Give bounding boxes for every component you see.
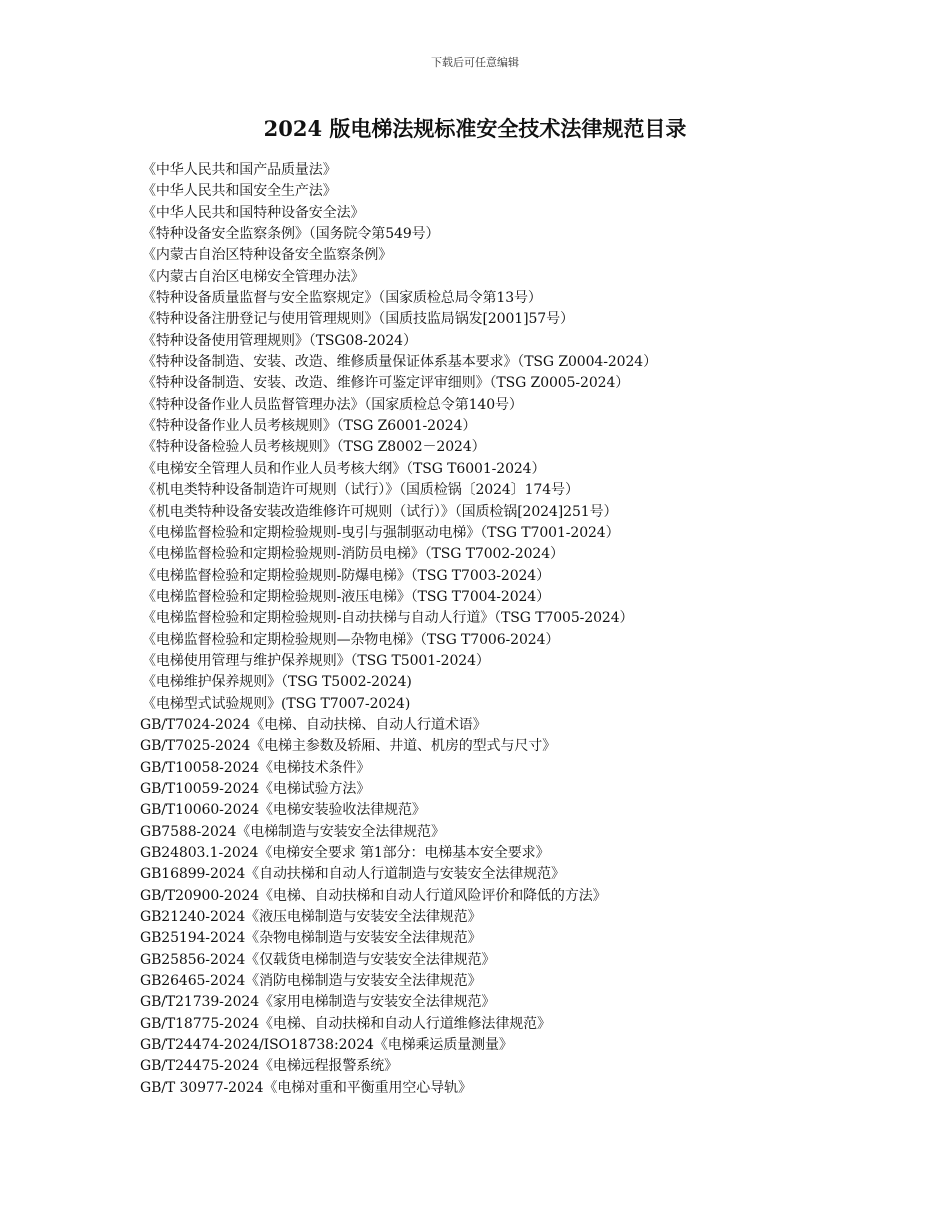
document-title: 2024 版电梯法规标准安全技术法律规范目录 [263,116,687,141]
list-item: GB/T 30977-2024《电梯对重和平衡重用空心导轨》 [140,1079,472,1096]
list-item: 《电梯监督检验和定期检验规则-消防员电梯》（TSG T7002-2024） [142,546,564,563]
list-item: GB/T24474-2024/ISO18738:2024《电梯乘运质量测量》 [140,1037,513,1054]
list-item: 《电梯监督检验和定期检验规则-自动扶梯与自动人行道》（TSG T7005-2024） [142,610,634,627]
list-item: 《电梯型式试验规则》(TSG T7007-2024) [142,695,411,712]
page-header-note: 下载后可任意编辑 [431,56,519,69]
list-item: GB/T20900-2024《电梯、自动扶梯和自动人行道风险评价和降低的方法》 [140,887,607,904]
list-item: GB/T21739-2024《家用电梯制造与安装安全法律规范》 [140,994,496,1011]
list-item: 《内蒙古自治区电梯安全管理办法》 [142,268,365,285]
list-item: GB/T7025-2024《电梯主参数及轿厢、井道、机房的型式与尺寸》 [140,738,557,755]
list-item: GB/T7024-2024《电梯、自动扶梯、自动人行道术语》 [140,716,487,733]
list-item: 《电梯监督检验和定期检验规则-曳引与强制驱动电梯》（TSG T7001-2024） [142,524,620,541]
list-item: 《特种设备使用管理规则》（TSG08-2024） [142,332,417,349]
list-item: 《电梯监督检验和定期检验规则-防爆电梯》（TSG T7003-2024） [142,567,551,584]
list-item: 《特种设备检验人员考核规则》（TSG Z8002－2024） [142,439,486,456]
regulation-list [140,160,940,1099]
list-item: 《特种设备注册登记与使用管理规则》（国质技监局锅发[2001]57号） [142,311,574,328]
list-item: GB7588-2024《电梯制造与安装安全法律规范》 [140,823,445,840]
list-item: GB/T24475-2024《电梯远程报警系统》 [140,1058,399,1075]
list-item: GB/T18775-2024《电梯、自动扶梯和自动人行道维修法律规范》 [140,1015,551,1032]
list-item: 《特种设备作业人员考核规则》（TSG Z6001-2024） [142,418,477,435]
list-item: 《电梯维护保养规则》（TSG T5002-2024) [142,674,412,691]
list-item: GB26465-2024《消防电梯制造与安装安全法律规范》 [140,973,482,990]
list-item: 《电梯监督检验和定期检验规则—杂物电梯》（TSG T7006-2024） [142,631,560,648]
list-item: 《电梯使用管理与维护保养规则》（TSG T5001-2024） [142,652,490,669]
list-item: GB16899-2024《自动扶梯和自动人行道制造与安装安全法律规范》 [140,866,565,883]
list-item: 《电梯监督检验和定期检验规则-液压电梯》（TSG T7004-2024） [142,588,551,605]
list-item: GB24803.1-2024《电梯安全要求 第1部分：电梯基本安全要求》 [140,845,550,861]
list-item: 《特种设备制造、安装、改造、维修质量保证体系基本要求》（TSG Z0004-2024） [142,354,657,371]
list-item: 《特种设备质量监督与安全监察规定》（国家质检总局令第13号） [142,290,542,307]
list-item: 《特种设备安全监察条例》（国务院令第549号） [142,226,440,243]
list-item: 《机电类特种设备安装改造维修许可规则（试行）》（国质检锅[2024]251号） [142,503,618,520]
list-item: GB/T10058-2024《电梯技术条件》 [140,759,371,776]
list-item: GB/T10059-2024《电梯试验方法》 [140,780,371,797]
list-item: 《特种设备作业人员监督管理办法》（国家质检总令第140号） [142,396,523,413]
list-item: GB25194-2024《杂物电梯制造与安装安全法律规范》 [140,930,482,947]
list-item: 《电梯安全管理人员和作业人员考核大纲》（TSG T6001-2024） [142,460,546,477]
list-item: GB25856-2024《仅载货电梯制造与安装安全法律规范》 [140,951,496,968]
list-item: 《特种设备制造、安装、改造、维修许可鉴定评审细则》（TSG Z0005-2024） [142,375,630,392]
list-item: GB/T10060-2024《电梯安装验收法律规范》 [140,802,426,819]
list-item: 《内蒙古自治区特种设备安全监察条例》 [142,247,393,264]
list-item: 《中华人民共和国安全生产法》 [142,183,337,200]
list-item: 《机电类特种设备制造许可规则（试行）》（国质检锅〔2024〕174号） [142,482,579,499]
list-item: 《中华人民共和国产品质量法》 [142,162,337,178]
list-item: 《中华人民共和国特种设备安全法》 [142,204,365,221]
list-item: GB21240-2024《液压电梯制造与安装安全法律规范》 [140,909,482,926]
